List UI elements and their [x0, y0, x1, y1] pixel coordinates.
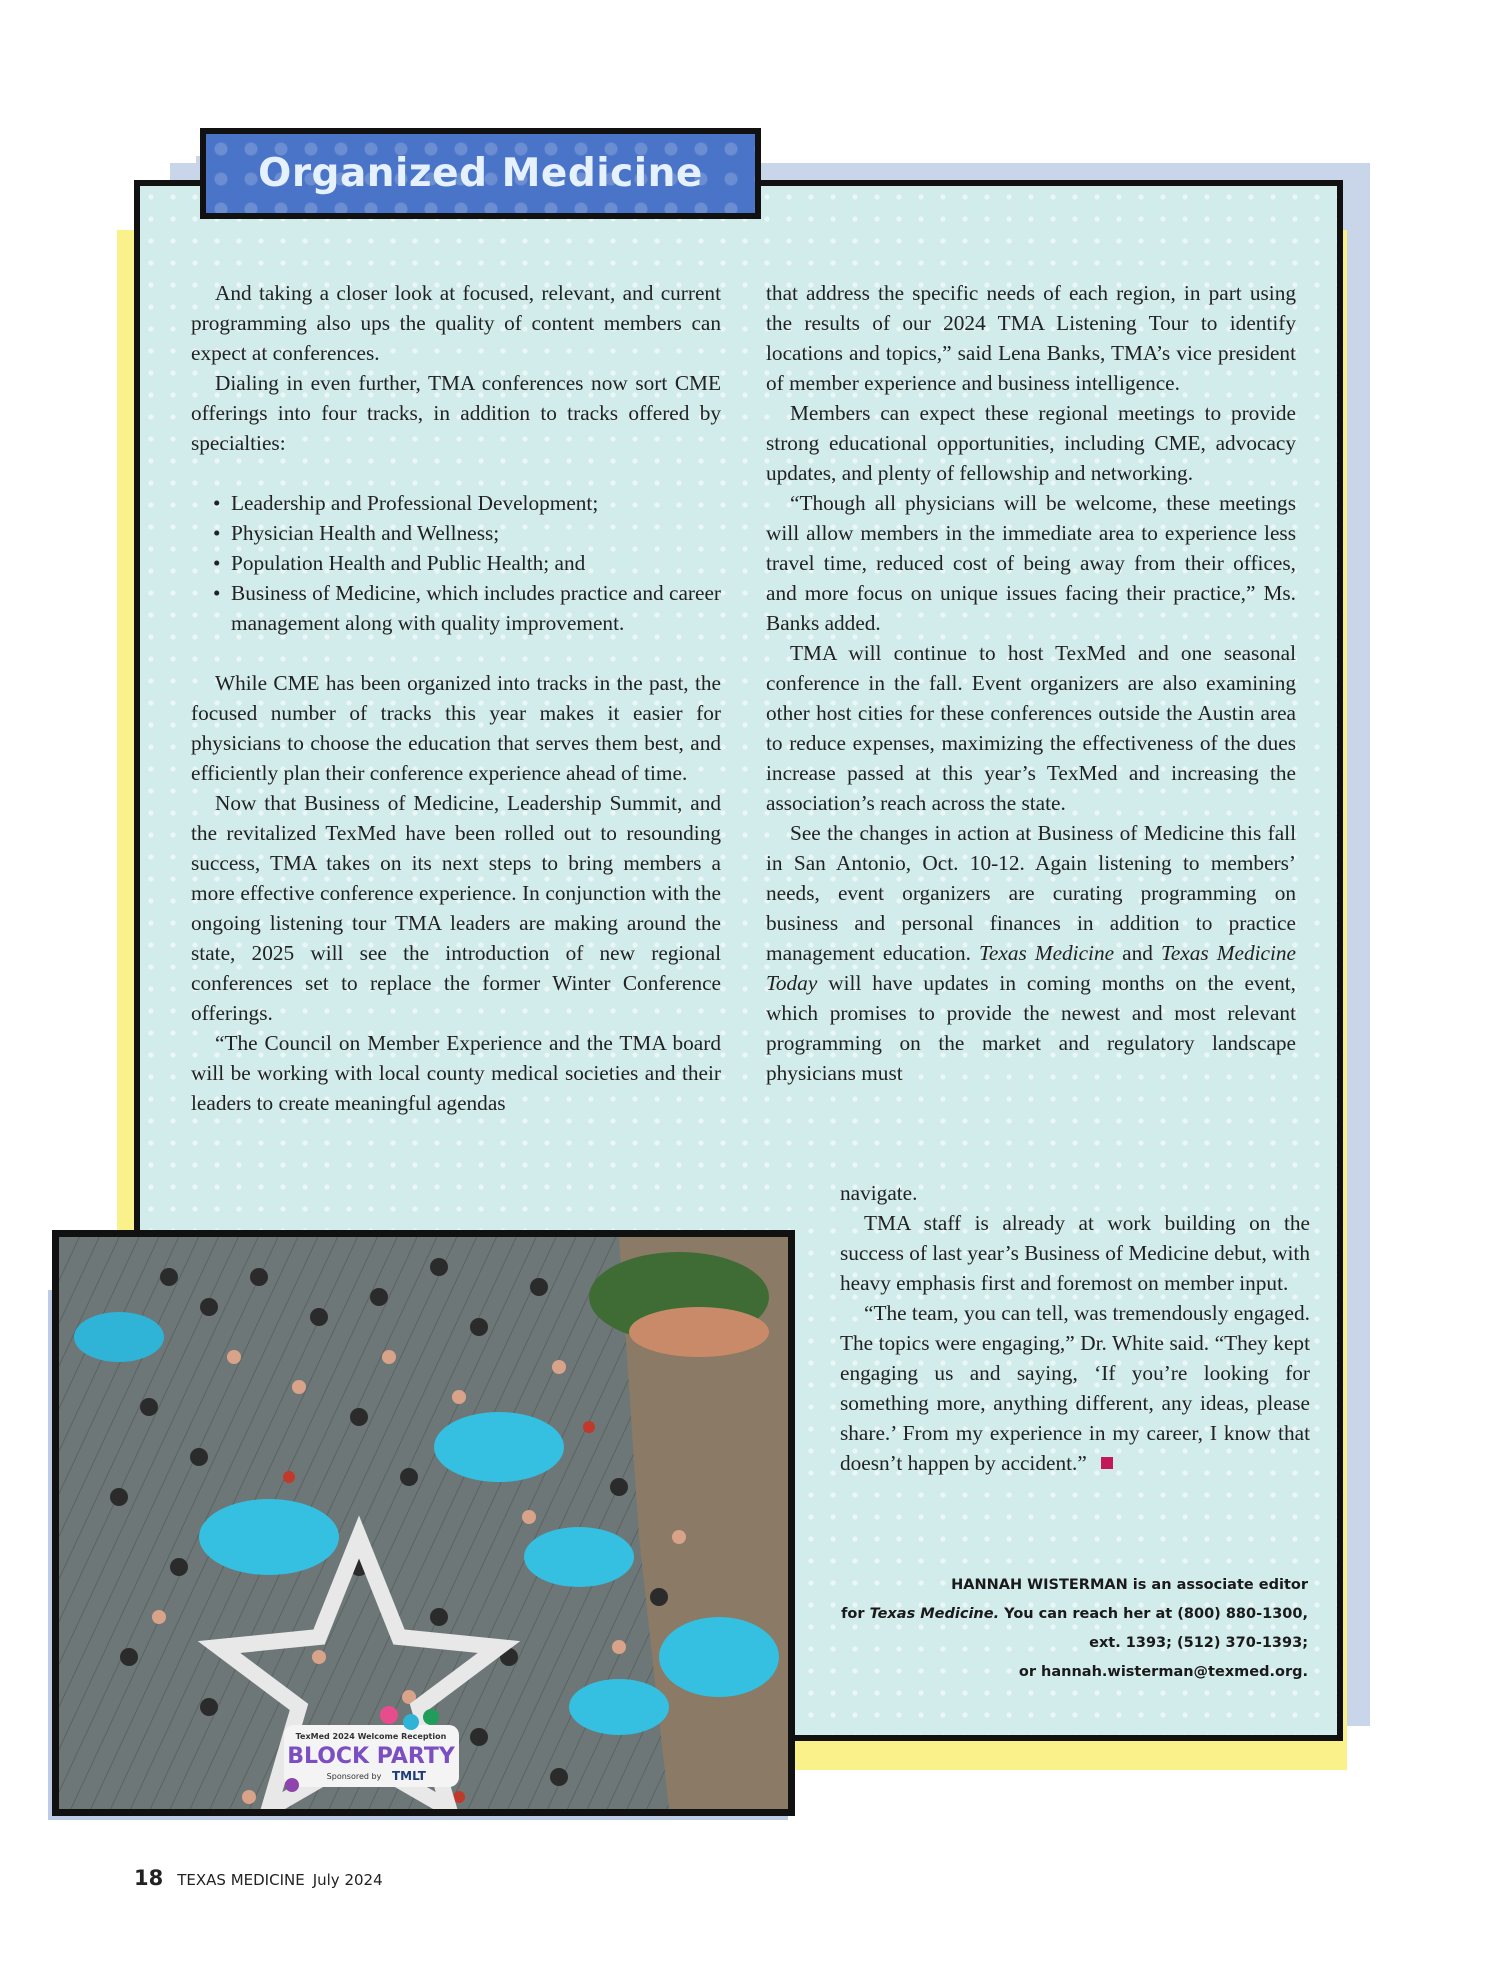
section-title: Organized Medicine [258, 151, 703, 196]
paragraph: “The Council on Member Experience and the TMA board will be working with local county medical societies and their leaders to create meaningful agendas [191, 1031, 721, 1115]
bullet-icon: • [213, 581, 221, 605]
bullet-icon: • [213, 491, 221, 515]
paragraph: See the changes in action at Business of Medicine this fall in San Antonio, Oct. 10-12. Again listening to members’ needs, event organizers are curating programming on business and personal finances in addition to practice management education. Texas Medicine and Texas Medicine Today will have updates in coming months on the event, which promises to provide the newest and most relevant programming on the market and regulatory landscape physicians must [766, 821, 1296, 1085]
publication-title: TEXAS MEDICINE [177, 1871, 305, 1889]
publication-name: Texas Medicine [979, 941, 1115, 965]
bullet-icon: • [213, 521, 221, 545]
bullet-icon: • [213, 551, 221, 575]
paragraph: And taking a closer look at focused, relevant, and current programming also ups the quality of content members can expect at conferences. [191, 281, 721, 365]
page-number: 18 [134, 1866, 164, 1890]
end-mark-icon [1101, 1457, 1113, 1469]
paragraph: Dialing in even further, TMA conferences now sort CME offerings into four tracks, in addition to tracks offered by specialties: [191, 371, 721, 455]
event-photo [52, 1230, 795, 1816]
event-photo-image [59, 1237, 788, 1809]
page-footer [134, 1866, 383, 1890]
paragraph: Members can expect these regional meetings to provide strong educational opportunities, including CME, advocacy updates, and plenty of fellowship and networking. [766, 401, 1296, 485]
paragraph: While CME has been organized into tracks in the past, the focused number of tracks this year makes it easier for physicians to choose the education that serves them best, and efficiently plan their conference experience ahead of time. [191, 671, 721, 785]
sign-top-text: TexMed 2024 Welcome Reception [295, 1732, 447, 1741]
publication-name: Texas Medicine Today [766, 941, 1296, 995]
sponsor-logo: TMLT [392, 1769, 426, 1783]
right-column [766, 278, 1296, 1088]
paragraph: “Though all physicians will be welcome, these meetings will allow members in the immediate area to experience less travel time, reduced cost of being away from their offices, and more focus on unique issues facing their practice,” Ms. Banks added. [766, 491, 1296, 635]
section-header [200, 128, 761, 219]
paragraph: that address the specific needs of each region, in part using the results of our 2024 TMA Listening Tour to identify locations and topics,” said Lena Banks, TMA’s vice president of member experience and business intelligence. [766, 281, 1296, 395]
left-column [191, 278, 721, 1118]
paragraph: TMA staff is already at work building on the success of last year’s Business of Medicine debut, with heavy emphasis first and foremost on member input. [840, 1211, 1310, 1295]
paragraph: Now that Business of Medicine, Leadership Summit, and the revitalized TexMed have been rolled out to resounding success, TMA takes on its next steps to bring members a more effective conference experience. In conjunction with the ongoing listening tour TMA leaders are making around the state, 2025 will see the introduction of new regional conferences set to replace the former Winter Conference offerings. [191, 791, 721, 1025]
list-item: • Physician Health and Wellness; [191, 518, 721, 548]
list-item: • Business of Medicine, which includes practice and career management along with quality improvement. [191, 578, 721, 638]
paragraph: “The team, you can tell, was tremendously engaged. The topics were engaging,” Dr. White said. “They kept engaging us and saying, ‘If you’re looking for something more, anything different, any ideas, please share.’ From my experience in my career, I know that doesn’t happen by accident.” [840, 1301, 1310, 1475]
tracks-list [191, 488, 721, 638]
author-bio: HANNAH WISTERMAN is an associate editor for Texas Medicine. You can reach her at (800) 880-1300, ext. 1393; (512) 370-1393; or hannah.wisterman@texmed.org. [841, 1577, 1308, 1680]
issue-date: July 2024 [312, 1871, 383, 1889]
list-item: • Population Health and Public Health; and [191, 548, 721, 578]
list-item: • Leadership and Professional Development; [191, 488, 721, 518]
paragraph: TMA will continue to host TexMed and one seasonal conference in the fall. Event organizers are also examining other host cities for these conferences outside the Austin area to reduce expenses, maximizing the effectiveness of the dues increase passed at this year’s TexMed and increasing the association’s reach across the state. [766, 641, 1296, 815]
sign-sponsor-text: Sponsored by [326, 1772, 382, 1781]
paragraph: navigate. [840, 1181, 918, 1205]
sign-main-text: BLOCK PARTY [287, 1744, 455, 1769]
continued-text [840, 1178, 1310, 1478]
